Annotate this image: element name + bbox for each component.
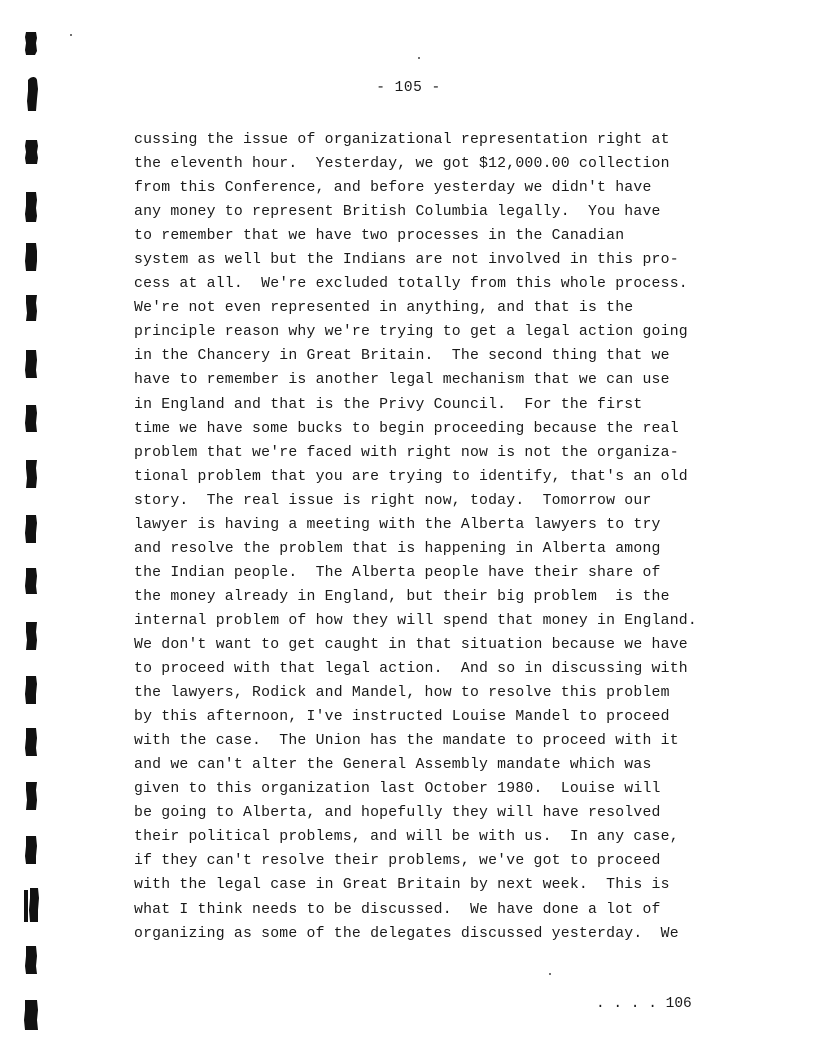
text-line: internal problem of how they will spend that money in England. xyxy=(134,612,697,629)
text-line: if they can't resolve their problems, we've got to proceed xyxy=(134,853,661,870)
scan-speck xyxy=(418,57,420,59)
text-line: the lawyers, Rodick and Mandel, how to resolve this problem xyxy=(134,685,670,702)
binder-mark-8 xyxy=(25,405,37,432)
binder-mark-10 xyxy=(25,515,37,543)
binder-hole-marks xyxy=(16,0,46,1056)
binder-mark-5 xyxy=(25,243,37,271)
text-line: in England and that is the Privy Council. For the first xyxy=(134,396,643,413)
text-line: the eleventh hour. Yesterday, we got $12,000.00 collection xyxy=(134,156,670,173)
text-line: be going to Alberta, and hopefully they will have resolved xyxy=(134,805,661,822)
text-line: what I think needs to be discussed. We have done a lot of xyxy=(134,901,661,918)
binder-mark-16 xyxy=(25,836,37,864)
binder-mark-18 xyxy=(25,946,37,974)
binder-mark-6 xyxy=(26,295,37,321)
text-line: cussing the issue of organizational representation right at xyxy=(134,132,670,148)
binder-mark-19 xyxy=(24,1000,38,1030)
text-line: We're not even represented in anything, and that is the xyxy=(134,300,634,317)
text-line: and we can't alter the General Assembly mandate which was xyxy=(134,757,652,774)
text-line: given to this organization last October 1980. Louise will xyxy=(134,781,661,798)
text-line: with the case. The Union has the mandate to proceed with it xyxy=(134,733,679,750)
binder-mark-4 xyxy=(25,192,37,222)
text-line: to remember that we have two processes in the Canadian xyxy=(134,228,625,245)
text-line: to proceed with that legal action. And so in discussing with xyxy=(134,661,688,678)
text-line: problem that we're faced with right now is not the organiza- xyxy=(134,444,679,461)
scan-speck xyxy=(549,973,551,975)
binder-mark-7 xyxy=(25,350,37,378)
text-line: by this afternoon, I've instructed Louise Mandel to proceed xyxy=(134,709,670,726)
binder-mark-14 xyxy=(25,728,37,756)
text-line: the Indian people. The Alberta people have their share of xyxy=(134,564,661,581)
text-line: cess at all. We're excluded totally from this whole process. xyxy=(134,276,688,293)
text-line: with the legal case in Great Britain by next week. This is xyxy=(134,877,670,894)
text-line: the money already in England, but their big problem is the xyxy=(134,588,670,605)
text-line: time we have some bucks to begin proceeding because the real xyxy=(134,420,679,437)
text-line: any money to represent British Columbia legally. You have xyxy=(134,204,661,221)
scan-speck xyxy=(70,34,72,36)
text-line: from this Conference, and before yesterday we didn't have xyxy=(134,180,652,197)
text-line: principle reason why we're trying to get a legal action going xyxy=(134,324,688,341)
text-line: system as well but the Indians are not involved in this pro- xyxy=(134,252,679,269)
binder-mark-1 xyxy=(25,32,37,55)
binder-mark-9 xyxy=(26,460,37,488)
text-line: their political problems, and will be with us. In any case, xyxy=(134,829,679,846)
text-line: in the Chancery in Great Britain. The second thing that we xyxy=(134,348,670,365)
text-line: We don't want to get caught in that situation because we have xyxy=(134,636,688,653)
text-line: story. The real issue is right now, today. Tomorrow our xyxy=(134,492,652,509)
text-line: tional problem that you are trying to identify, that's an old xyxy=(134,468,688,485)
binder-mark-3 xyxy=(25,140,38,164)
body-text xyxy=(134,128,754,946)
binder-mark-17 xyxy=(24,888,39,922)
binder-mark-15 xyxy=(26,782,37,810)
binder-mark-13 xyxy=(25,676,37,704)
text-line: have to remember is another legal mechanism that we can use xyxy=(134,372,670,389)
page-number: - 105 - xyxy=(376,80,441,96)
text-line: and resolve the problem that is happening in Alberta among xyxy=(134,540,661,557)
binder-mark-11 xyxy=(25,568,37,594)
binder-mark-12 xyxy=(26,622,37,650)
text-line: organizing as some of the delegates discussed yesterday. We xyxy=(134,925,679,942)
continuation-marker: . . . . 106 xyxy=(596,996,692,1012)
text-line: lawyer is having a meeting with the Alberta lawyers to try xyxy=(134,516,661,533)
